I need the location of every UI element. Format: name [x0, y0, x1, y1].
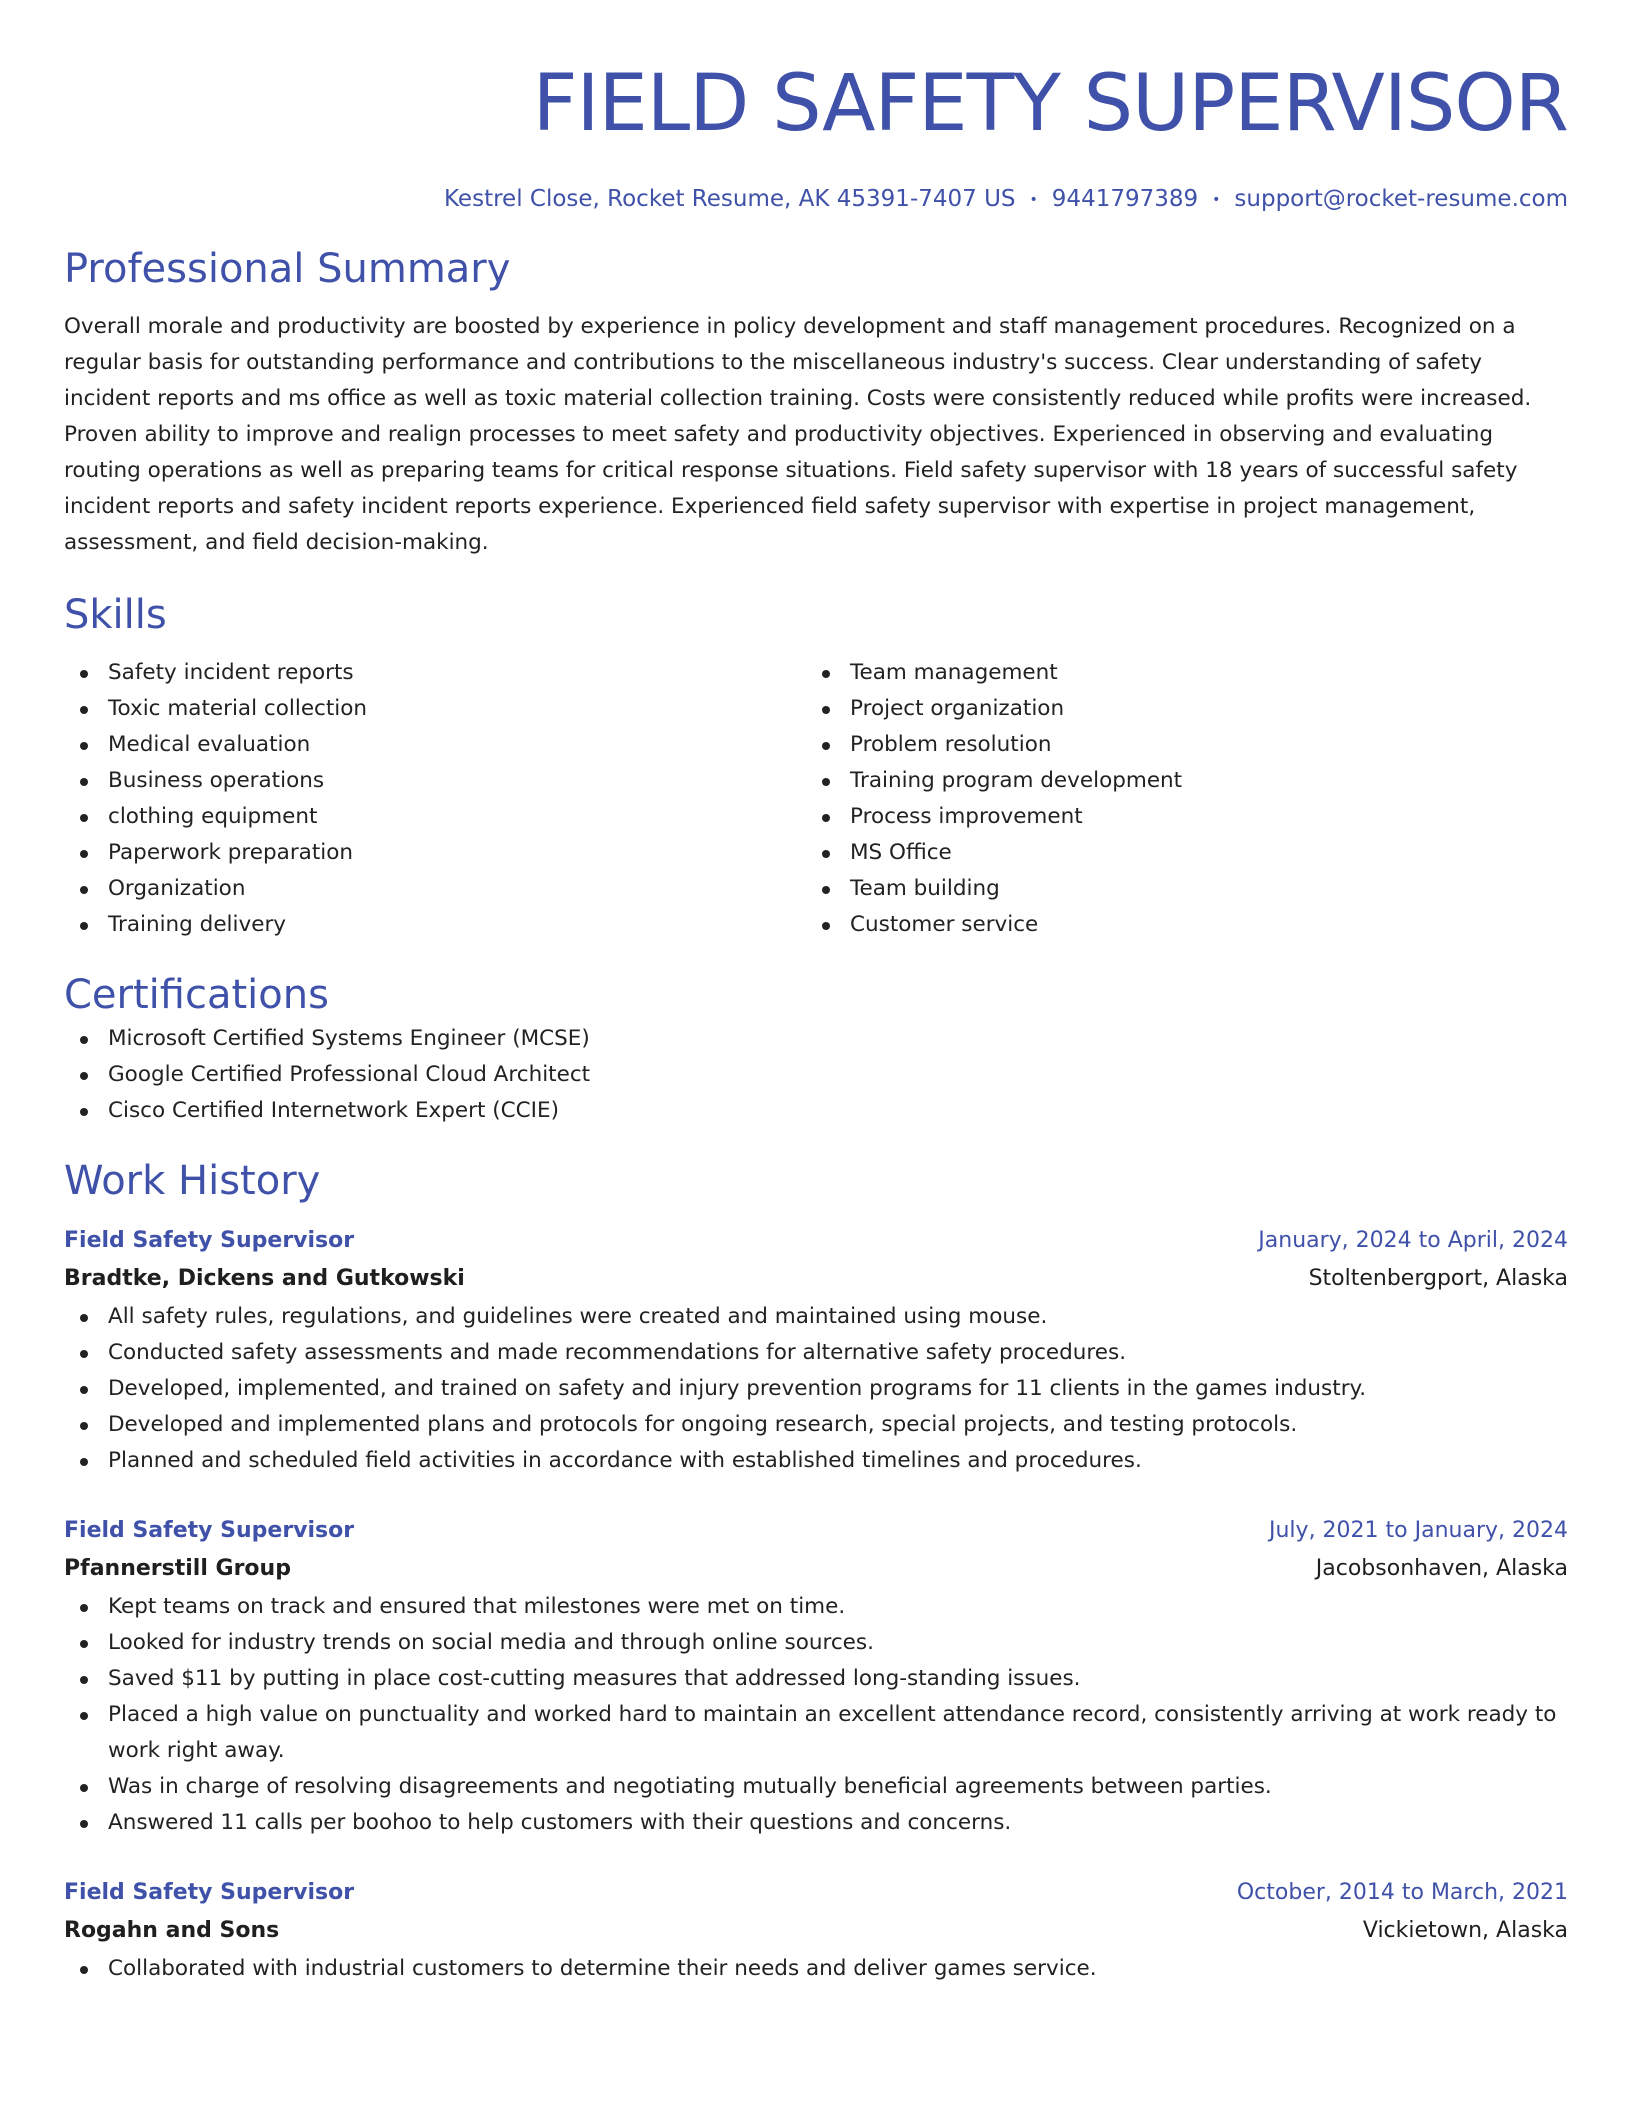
- job-bullet: Planned and scheduled field activities in accordance with established timelines and procedures.: [64, 1443, 1568, 1479]
- resume-name: FIELD SAFETY SUPERVISOR: [532, 59, 1568, 149]
- job-company: Bradtke, Dickens and Gutkowski: [64, 1265, 465, 1291]
- job-bullet: Placed a high value on punctuality and worked hard to maintain an excellent attendance record, consistently arriving at work ready to work right away.: [64, 1697, 1568, 1769]
- certifications-section: [64, 969, 1568, 1129]
- job-title: Field Safety Supervisor: [64, 1879, 355, 1905]
- job-bullet-list: [64, 1589, 1568, 1841]
- skill-item: Paperwork preparation: [64, 835, 806, 871]
- job-bullet: Developed, implemented, and trained on safety and injury prevention programs for 11 clients in the games industry.: [64, 1371, 1568, 1407]
- summary-heading: Professional Summary: [64, 245, 511, 292]
- job-title-row: [64, 1223, 1568, 1259]
- skills-heading: Skills: [64, 591, 167, 638]
- skills-list-left: [64, 655, 806, 943]
- job-bullet: All safety rules, regulations, and guidelines were created and maintained using mouse.: [64, 1299, 1568, 1335]
- job-entry: [64, 1875, 1568, 1987]
- job-entry: [64, 1513, 1568, 1841]
- job-company: Rogahn and Sons: [64, 1917, 280, 1943]
- job-title: Field Safety Supervisor: [64, 1227, 355, 1253]
- contact-line: [64, 184, 1568, 215]
- job-location: Vickietown, Alaska: [1362, 1917, 1568, 1943]
- skill-item: Problem resolution: [806, 727, 1568, 763]
- skills-grid: [64, 655, 1568, 943]
- job-bullet: Answered 11 calls per boohoo to help customers with their questions and concerns.: [64, 1805, 1568, 1841]
- resume-header: [64, 0, 1568, 215]
- job-title-row: [64, 1875, 1568, 1911]
- job-entry: [64, 1223, 1568, 1479]
- job-bullet: Developed and implemented plans and protocols for ongoing research, special projects, and testing protocols.: [64, 1407, 1568, 1443]
- contact-phone: 9441797389: [1051, 186, 1199, 212]
- job-bullet: Kept teams on track and ensured that milestones were met on time.: [64, 1589, 1568, 1625]
- skill-item: Business operations: [64, 763, 806, 799]
- job-bullet: Looked for industry trends on social media and through online sources.: [64, 1625, 1568, 1661]
- job-location: Jacobsonhaven, Alaska: [1315, 1555, 1568, 1581]
- skill-item: Organization: [64, 871, 806, 907]
- job-bullet: Conducted safety assessments and made recommendations for alternative safety procedures.: [64, 1335, 1568, 1371]
- job-company-row: [64, 1259, 1568, 1299]
- job-company-row: [64, 1911, 1568, 1951]
- job-bullet: Was in charge of resolving disagreements and negotiating mutually beneficial agreements between parties.: [64, 1769, 1568, 1805]
- certifications-heading: Certifications: [64, 971, 329, 1018]
- skill-item: Process improvement: [806, 799, 1568, 835]
- skills-section: [64, 589, 1568, 943]
- skills-list-right: [806, 655, 1568, 943]
- skill-item: Safety incident reports: [64, 655, 806, 691]
- job-company: Pfannerstill Group: [64, 1555, 291, 1581]
- summary-text: Overall morale and productivity are boosted by experience in policy development and staff management procedures. Recognized on a regular basis for outstanding performance and contributions to the miscellaneous industry's success. Clear understanding of safety incident reports and ms office as well as toxic material collection training. Costs were consistently reduced while profits were increased. Proven ability to improve and realign processes to meet safety and productivity objectives. Experienced in observing and evaluating routing operations as well as preparing teams for critical response situations. Field safety supervisor with 18 years of successful safety incident reports and safety incident reports experience. Experienced field safety supervisor with expertise in project management, assessment, and field decision-making.: [64, 313, 1532, 555]
- job-title: Field Safety Supervisor: [64, 1517, 355, 1543]
- summary-section: [64, 243, 1568, 561]
- skill-item: clothing equipment: [64, 799, 806, 835]
- contact-address: Kestrel Close, Rocket Resume, AK 45391-7407 US: [444, 186, 1016, 212]
- job-bullet: Saved $11 by putting in place cost-cutting measures that addressed long-standing issues.: [64, 1661, 1568, 1697]
- contact-email: support@rocket-resume.com: [1234, 186, 1568, 212]
- skill-item: Training delivery: [64, 907, 806, 943]
- skill-item: Training program development: [806, 763, 1568, 799]
- work-history-section: [64, 1155, 1568, 1987]
- job-location: Stoltenbergport, Alaska: [1308, 1265, 1568, 1291]
- job-bullet-list: [64, 1299, 1568, 1479]
- job-bullet-list: [64, 1951, 1568, 1987]
- skill-item: Team management: [806, 655, 1568, 691]
- job-bullet: Collaborated with industrial customers to determine their needs and deliver games service.: [64, 1951, 1568, 1987]
- job-title-row: [64, 1513, 1568, 1549]
- contact-separator: •: [1029, 191, 1038, 208]
- certification-item: Microsoft Certified Systems Engineer (MCSE): [64, 1021, 1568, 1057]
- job-company-row: [64, 1549, 1568, 1589]
- certifications-list: [64, 1021, 1568, 1129]
- job-dates: January, 2024 to April, 2024: [1258, 1227, 1568, 1253]
- skill-item: Project organization: [806, 691, 1568, 727]
- job-dates: October, 2014 to March, 2021: [1236, 1879, 1568, 1905]
- certification-item: Google Certified Professional Cloud Architect: [64, 1057, 1568, 1093]
- contact-separator: •: [1212, 191, 1221, 208]
- skill-item: MS Office: [806, 835, 1568, 871]
- work-history-heading: Work History: [64, 1157, 321, 1204]
- skill-item: Toxic material collection: [64, 691, 806, 727]
- job-dates: July, 2021 to January, 2024: [1269, 1517, 1568, 1543]
- skill-item: Customer service: [806, 907, 1568, 943]
- certification-item: Cisco Certified Internetwork Expert (CCIE): [64, 1093, 1568, 1129]
- skill-item: Team building: [806, 871, 1568, 907]
- skill-item: Medical evaluation: [64, 727, 806, 763]
